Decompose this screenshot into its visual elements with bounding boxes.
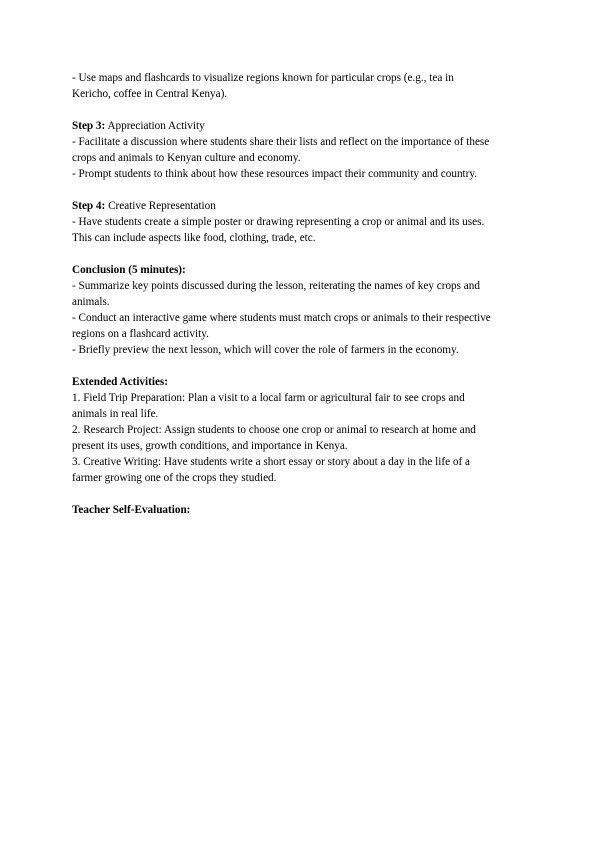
step3-line: - Prompt students to think about how these resources impact their community and country. [72,168,478,180]
conclusion-block [72,262,532,358]
step3-block [72,118,532,182]
extended-line: 1. Field Trip Preparation: Plan a visit to a local farm or agricultural fair to see crops and [72,392,465,404]
evaluation-block [72,502,532,518]
conclusion-line: animals. [72,296,110,308]
extended-line: 2. Research Project: Assign students to choose one crop or animal to research at home and [72,424,476,436]
conclusion-line: - Summarize key points discussed during the lesson, reiterating the names of key crops and [72,280,480,292]
conclusion-line: regions on a flashcard activity. [72,328,209,340]
step4-block [72,198,532,246]
step4-line: - Have students create a simple poster or drawing representing a crop or animal and its uses. [72,216,485,228]
extended-block [72,374,532,486]
step4-label: Step 4: [72,200,106,212]
extended-line: present its uses, growth conditions, and importance in Kenya. [72,440,348,452]
step3-heading [72,118,532,134]
intro-line: - Use maps and flashcards to visualize regions known for particular crops (e.g., tea in [72,72,454,84]
step4-heading [72,198,532,214]
conclusion-heading: Conclusion (5 minutes): [72,264,186,276]
extended-line: animals in real life. [72,408,159,420]
extended-line: 3. Creative Writing: Have students write a short essay or story about a day in the life of a [72,456,470,468]
intro-block [72,70,532,102]
step3-label: Step 3: [72,120,106,132]
conclusion-line: - Conduct an interactive game where students must match crops or animals to their respective [72,312,491,324]
extended-line: farmer growing one of the crops they studied. [72,472,277,484]
step3-line: crops and animals to Kenyan culture and economy. [72,152,301,164]
step4-line: This can include aspects like food, clothing, trade, etc. [72,232,316,244]
step4-title: Creative Representation [105,200,216,212]
document-page [72,70,532,534]
evaluation-heading: Teacher Self-Evaluation: [72,504,191,516]
step3-line: - Facilitate a discussion where students share their lists and reflect on the importance of these [72,136,490,148]
step3-title: Appreciation Activity [105,120,205,132]
extended-heading: Extended Activities: [72,376,169,388]
conclusion-line: - Briefly preview the next lesson, which will cover the role of farmers in the economy. [72,344,459,356]
intro-line: Kericho, coffee in Central Kenya). [72,88,228,100]
